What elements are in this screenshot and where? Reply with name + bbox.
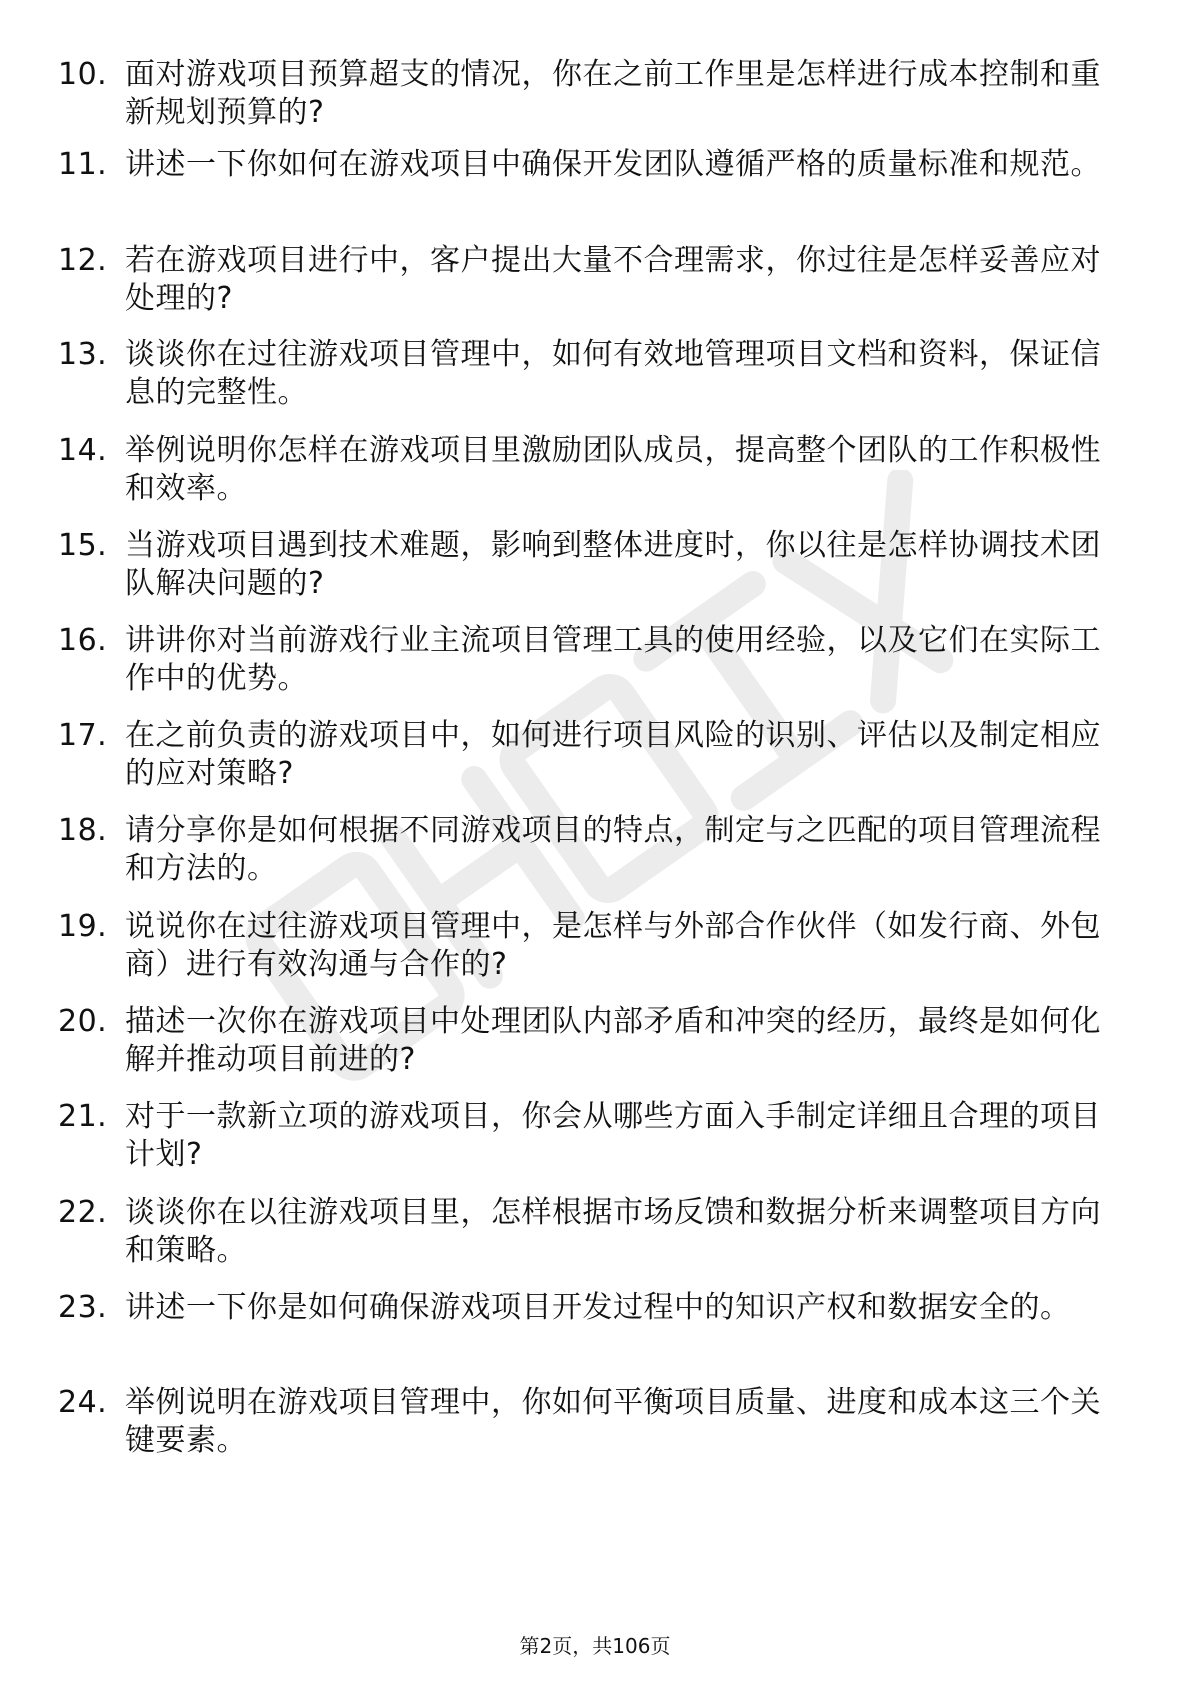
question-text: 描述一次你在游戏项目中处理团队内部矛盾和冲突的经历，最终是如何化解并推动项目前进的?	[125, 1004, 1101, 1077]
page-number-label: 第2页，共106页	[519, 1634, 671, 1658]
question-number: 22.	[58, 1195, 108, 1230]
question-item	[58, 717, 1118, 793]
question-text: 说说你在过往游戏项目管理中，是怎样与外部合作伙伴（如发行商、外包商）进行有效沟通与合作的?	[125, 909, 1101, 982]
question-text: 讲述一下你如何在游戏项目中确保开发团队遵循严格的质量标准和规范。	[125, 147, 1101, 182]
question-number: 14.	[58, 433, 108, 468]
question-text: 谈谈你在过往游戏项目管理中，如何有效地管理项目文档和资料，保证信息的完整性。	[125, 337, 1101, 410]
question-number: 17.	[58, 718, 108, 753]
question-item	[58, 622, 1118, 698]
question-text: 对于一款新立项的游戏项目，你会从哪些方面入手制定详细且合理的项目计划?	[125, 1099, 1101, 1172]
question-number: 23.	[58, 1290, 108, 1325]
question-text: 举例说明在游戏项目管理中，你如何平衡项目质量、进度和成本这三个关键要素。	[125, 1385, 1101, 1458]
question-item	[58, 812, 1118, 888]
question-text: 讲讲你对当前游戏行业主流项目管理工具的使用经验，以及它们在实际工作中的优势。	[125, 623, 1101, 696]
question-item	[58, 1289, 1118, 1327]
question-number: 21.	[58, 1099, 108, 1134]
question-text: 讲述一下你是如何确保游戏项目开发过程中的知识产权和数据安全的。	[125, 1290, 1071, 1325]
question-number: 15.	[58, 528, 108, 563]
question-text: 请分享你是如何根据不同游戏项目的特点，制定与之匹配的项目管理流程和方法的。	[125, 813, 1101, 886]
question-item	[58, 1194, 1118, 1270]
question-number: 19.	[58, 909, 108, 944]
question-number: 16.	[58, 623, 108, 658]
question-item	[58, 908, 1118, 984]
question-item	[58, 432, 1118, 508]
question-item	[58, 242, 1118, 318]
question-number: 11.	[58, 147, 108, 182]
question-item	[58, 56, 1118, 132]
question-number: 12.	[58, 243, 108, 278]
page-footer	[0, 1633, 1190, 1659]
question-text: 面对游戏项目预算超支的情况，你在之前工作里是怎样进行成本控制和重新规划预算的?	[125, 57, 1101, 130]
question-text: 当游戏项目遇到技术难题，影响到整体进度时，你以往是怎样协调技术团队解决问题的?	[125, 528, 1101, 601]
question-text: 谈谈你在以往游戏项目里，怎样根据市场反馈和数据分析来调整项目方向和策略。	[125, 1195, 1101, 1268]
question-number: 20.	[58, 1004, 108, 1039]
question-item	[58, 336, 1118, 412]
question-text: 若在游戏项目进行中，客户提出大量不合理需求，你过往是怎样妥善应对处理的?	[125, 243, 1101, 316]
question-item	[58, 1003, 1118, 1079]
question-number: 10.	[58, 57, 108, 92]
question-item	[58, 146, 1118, 184]
question-number: 18.	[58, 813, 108, 848]
question-item	[58, 1098, 1118, 1174]
question-text: 在之前负责的游戏项目中，如何进行项目风险的识别、评估以及制定相应的应对策略?	[125, 718, 1101, 791]
question-text: 举例说明你怎样在游戏项目里激励团队成员，提高整个团队的工作积极性和效率。	[125, 433, 1101, 506]
question-number: 13.	[58, 337, 108, 372]
question-item	[58, 527, 1118, 603]
question-item	[58, 1384, 1118, 1460]
question-number: 24.	[58, 1385, 108, 1420]
